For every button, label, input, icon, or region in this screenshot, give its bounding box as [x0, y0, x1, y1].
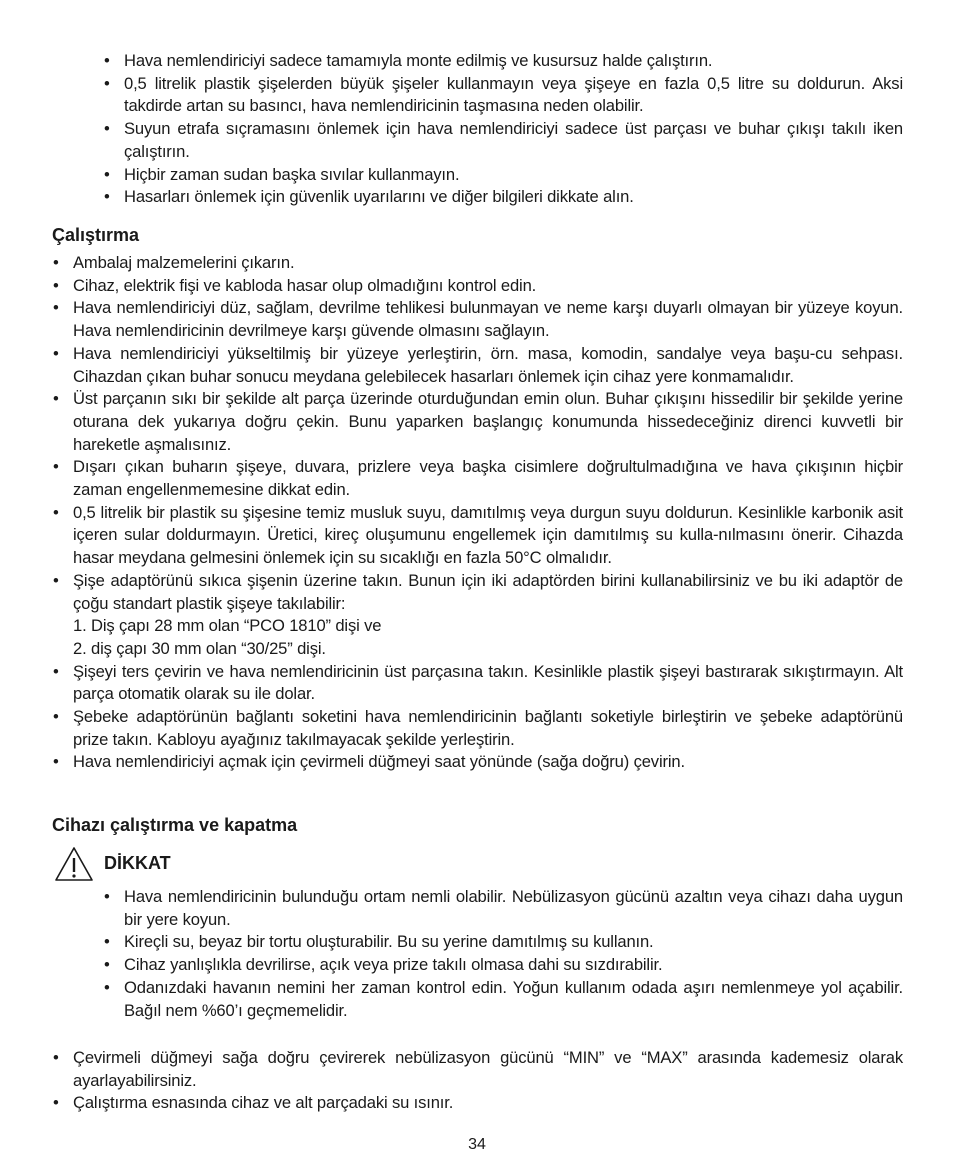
list-item: • Hava nemlendiricinin bulunduğu ortam nemli olabilir. Nebülizasyon gücünü azaltın veya cihazı daha uygun bir yere koyun. [124, 886, 903, 931]
page-number: 34 [468, 1136, 486, 1153]
list-item: • Cihaz yanlışlıkla devrilirse, açık veya prize takılı olmasa dahi su sızdırabilir. [124, 954, 903, 977]
list-item: • Cihaz, elektrik fişi ve kabloda hasar olup olmadığını kontrol edin. [73, 275, 903, 298]
section-heading-run: Çalıştırma [52, 225, 140, 245]
list-item: • Çevirmeli düğmeyi sağa doğru çevirerek nebülizasyon gücünü “MIN” ve “MAX” arasında kademesiz olarak ayarlayabilirsiniz. [73, 1047, 903, 1092]
list-item: • Çalıştırma esnasında cihaz ve alt parçadaki su ısınır. [73, 1092, 903, 1115]
warning-title: DİKKAT [104, 853, 171, 873]
adapter-option-2: 2. diş çapı 30 mm olan “30/25” dişi. [73, 638, 326, 658]
list-item: • Üst parçanın sıkı bir şekilde alt parça üzerinde oturduğundan emin olun. Buhar çıkışını hissedilir bir şekilde yerine oturana dek yukarıya doğru çekin. Bunu yaparken başlangıç konumunda hissedeceğiniz direnci kuvvetli bir hareketle aşmalısınız. [73, 388, 903, 456]
list-item: • Şebeke adaptörünün bağlantı soketini hava nemlendiricinin bağlantı soketiyle birleştirin ve şebeke adaptörünü prize takın. Kabloyu ayağınız takılmayacak şekilde yerleştirin. [73, 706, 903, 751]
adapter-option-1: 1. Diş çapı 28 mm olan “PCO 1810” dişi ve [73, 616, 382, 636]
list-item: • Hava nemlendiriciyi düz, sağlam, devrilme tehlikesi bulunmayan ve neme karşı duyarlı olmayan bir yüzeye koyun. Hava nemlendiricinin devrilmeye karşı güvende olmasını sağlayın. [73, 297, 903, 342]
list-item: • Ambalaj malzemelerini çıkarın. [73, 252, 903, 275]
list-item: • Kireçli su, beyaz bir tortu oluşturabilir. Bu su yerine damıtılmış su kullanın. [124, 931, 903, 954]
list-item: • 0,5 litrelik bir plastik su şişesine temiz musluk suyu, damıtılmış veya durgun suyu doldurun. Kesinlikle karbonik asit içeren sular doldurmayın. Üretici, kireç oluşumunu engellemek için damıtılmış su kulla-nılmasını önerir. Cihazda hasar meydana gelmesini önlemek için su sıcaklığı en fazla 50°C olmalıdır. [73, 502, 903, 570]
list-item: • Hava nemlendiriciyi yükseltilmiş bir yüzeye yerleştirin, örn. masa, komodin, sandalye veya başu-cu sehpası. Cihazdan çıkan buhar sonucu meydana gelebilecek hasarları önlemek için cihaz yere konmamalıdır. [73, 343, 903, 388]
list-item: • Hava nemlendiriciyi sadece tamamıyla monte edilmiş ve kusursuz halde çalıştırın. [124, 50, 903, 73]
list-item: • Hasarları önlemek için güvenlik uyarılarını ve diğer bilgileri dikkate alın. [124, 186, 903, 209]
list-item: • Hava nemlendiriciyi açmak için çevirmeli düğmeyi saat yönünde (sağa doğru) çevirin. [73, 751, 903, 774]
run-bullet-list [73, 252, 903, 774]
section-heading-operate: Cihazı çalıştırma ve kapatma [52, 815, 298, 835]
list-item: • Suyun etrafa sıçramasını önlemek için hava nemlendiriciyi sadece üst parçası ve buhar çıkışı takılı iken çalıştırın. [124, 118, 903, 163]
list-item: • Şişeyi ters çevirin ve hava nemlendiricinin üst parçasına takın. Kesinlikle plastik şişeyi bastırarak sıkıştırmayın. Alt parça otomatik olarak su ile dolar. [73, 661, 903, 706]
list-item: • Hiçbir zaman sudan başka sıvılar kullanmayın. [124, 164, 903, 187]
list-item: • Dışarı çıkan buharın şişeye, duvara, prizlere veya başka cisimlere doğrultulmadığına ve hava çıkışının hiçbir zaman engellenmemesine dikkat edin. [73, 456, 903, 501]
operate-bullet-list [73, 1047, 903, 1115]
adapter-intro: Şişe adaptörünü sıkıca şişenin üzerine takın. Bunun için iki adaptörden birini kullanabilirsiniz ve bu iki adaptör de çoğu standart plastik şişeye takılabilir: [73, 570, 903, 613]
warning-triangle-icon [54, 846, 94, 882]
top-bullet-list [124, 50, 903, 209]
warning-bullet-list [124, 886, 903, 1022]
list-item: • 0,5 litrelik plastik şişelerden büyük şişeler kullanmayın veya şişeye en fazla 0,5 litre su doldurun. Aksi takdirde artan su basıncı, hava nemlendiricinin taşmasına neden olabilir. [124, 73, 903, 118]
list-item-adapter [73, 570, 903, 661]
list-item: • Odanızdaki havanın nemini her zaman kontrol edin. Yoğun kullanım odada aşırı nemlenmeye yol açabilir. Bağıl nem %60’ı geçmemelidir. [124, 977, 903, 1022]
